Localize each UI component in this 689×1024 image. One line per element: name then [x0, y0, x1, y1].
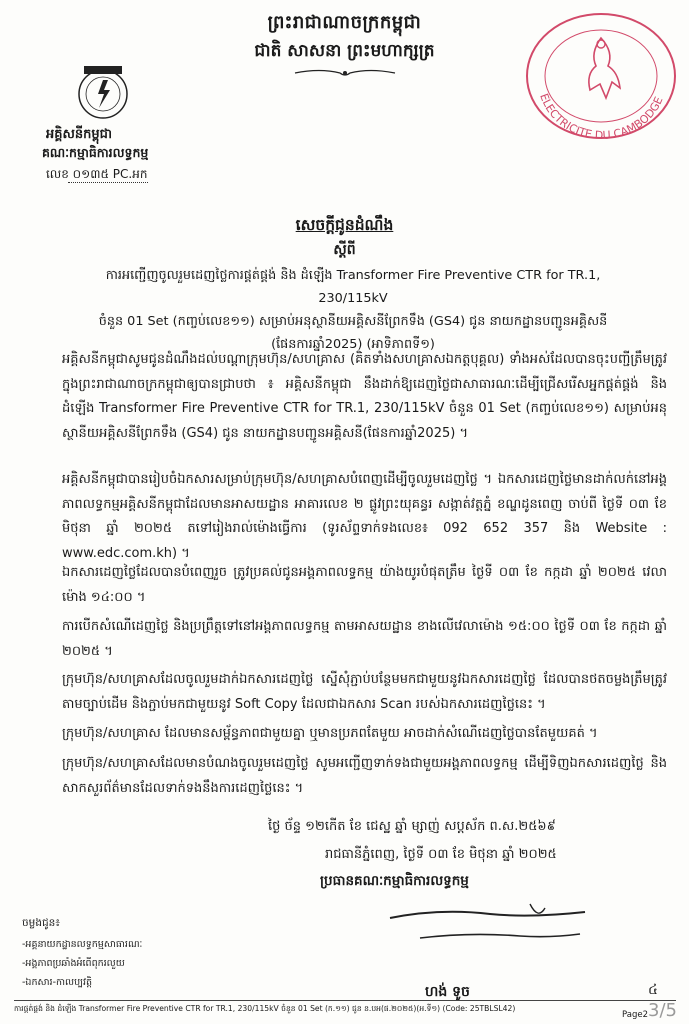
- cc-title: ចម្លងជូន៖: [22, 917, 60, 929]
- paragraph-2: អគ្គិសនីកម្ពុជាបានរៀបចំឯកសារសម្រាប់ក្រុមហ៊ុន/សហគ្រាសបំពេញដើម្បីចូលរួមដេញថ្លៃ ។ ឯកសារដេញថ្លៃមានដាក់លក់នៅអង្គភាពលទ្ធកម្មអគ្គិសនីកម្ពុជាដែលមានអាសយដ្ឋាន អាគារលេខ ២ ផ្លូវព្រះយុគន្ធរ សង្កាត់វត្តភ្នំ ខណ្ឌដូនពេញ ចាប់ពី ថ្ងៃទី ០៣ ខែ មិថុនា ឆ្នាំ ២០២៥ តទៅរៀងរាល់ម៉ោងធ្វើការ (ទូរស័ព្ទទាក់ទងលេខ៖ 092 652 357 និង Website : www.edc.com.kh) ។: [62, 472, 667, 561]
- footer-divider: [14, 1000, 676, 1001]
- signer-name: ហង់ ទូច: [425, 984, 470, 1000]
- signer-title: ប្រធានគណៈកម្មាធិការលទ្ធកម្ម: [320, 873, 469, 889]
- svg-text:ELECTRICITE DU CAMBODGE: ELECTRICITE DU CAMBODGE: [537, 91, 666, 140]
- handwritten-mark: ៤: [648, 982, 658, 998]
- ornament-divider: [290, 68, 400, 78]
- paragraph-5: ក្រុមហ៊ុន/សហគ្រាសដែលចូលរួមដាក់ឯកសារដេញថ្លៃ ស្នើសុំភ្ជាប់បន្ថែមមកជាមួយនូវឯកសារដេញថ្លៃ ដែលបានថតចម្លងត្រឹមត្រូវតាមច្បាប់ដើម និងភ្ជាប់មកជាមួយនូវ Soft Copy ដែលជាឯកសារ Scan របស់ឯកសារដេញថ្លៃនេះ ។: [62, 672, 667, 712]
- notice-title: សេចក្តីជូនដំណឹង: [295, 216, 394, 234]
- notice-subject: [78, 264, 628, 356]
- subject-line-2: ចំនួន 01 Set (កញ្ចប់លេខ១១) សម្រាប់អនុស្ថានីយអគ្គិសនីព្រែកទឹង (GS4) ជូន នាយកដ្ឋានបញ្ជូនអគ្គិសនី: [98, 314, 608, 329]
- lunar-date: ថ្ងៃ ច័ន្ទ ១២កើត ខែ ជេស្ឋ ឆ្នាំ ម្សាញ់ សប្តស័ក ព.ស.២៥៦៩: [268, 819, 556, 834]
- subject-line-3: (ផែនការឆ្នាំ2025) (អាទិភាពទី១): [271, 337, 435, 352]
- handwritten-signature: [380, 890, 600, 960]
- cc-item: -អគ្គនាយកដ្ឋានលទ្ធកម្មសាធារណៈ: [22, 939, 143, 950]
- edc-logo: [68, 64, 138, 120]
- solar-date: រាជធានីភ្នំពេញ, ថ្ងៃទី ០៣ ខែ មិថុនា ឆ្នាំ ២០២៥: [325, 847, 557, 862]
- paragraph-4: ការបើកសំណើដេញថ្លៃ និងប្រព្រឹត្តទៅនៅអង្គភាពលទ្ធកម្ម តាមអាសយដ្ឋាន ខាងលើវេលាម៉ោង ១៥:០០ ថ្ងៃទី ០៣ ខែ កក្កដា ឆ្នាំ ២០២៥ ។: [62, 619, 667, 659]
- organization-name: អគ្គិសនីកម្ពុជា: [46, 127, 113, 142]
- paragraph-7: ក្រុមហ៊ុន/សហគ្រាសដែលមានបំណងចូលរួមដេញថ្លៃ សូមអញ្ជើញទាក់ទងជាមួយអង្គភាពលទ្ធកម្ម ដើម្បីទិញឯកសារដេញថ្លៃ និងសាកសួរព័ត៌មានដែលទាក់ទងនឹងការដេញថ្លៃនេះ ។: [62, 756, 667, 796]
- paragraph-6: ក្រុមហ៊ុន/សហគ្រាស ដែលមានសម្ព័ន្ធភាពជាមួយគ្នា ឬមានប្រភពតែមួយ អាចដាក់សំណើដេញថ្លៃបានតែមួយគត់ ។: [62, 726, 598, 741]
- notice-about: ស្តីពី: [333, 242, 356, 258]
- page-number: Page2: [622, 1010, 648, 1020]
- paragraph-3: ឯកសារដេញថ្លៃដែលបានបំពេញរួច ត្រូវប្រគល់ជូនអង្គភាពលទ្ធកម្ម យ៉ាងយូរបំផុតត្រឹម ថ្ងៃទី ០៣ ខែ កក្កដា ឆ្នាំ ២០២៥ វេលាម៉ោង ១៤:០០ ។: [62, 565, 667, 605]
- reference-number: លេខ ០១៣៥ PC.អក: [46, 167, 148, 181]
- official-stamp: [520, 8, 682, 140]
- page-of-indicator: 3/5: [648, 1000, 677, 1021]
- procurement-committee: គណៈកម្មាធិការលទ្ធកម្ម: [42, 145, 149, 160]
- cc-item: -ឯកសារ-កាលប្បវត្តិ: [22, 977, 92, 988]
- paragraph-1: អគ្គិសនីកម្ពុជាសូមជូនដំណឹងដល់បណ្តាក្រុមហ៊ុន/សហគ្រាស (គិតទាំងសហគ្រាសឯកត្តបុគ្គល) ទាំងអស់ដែលបានចុះបញ្ជីត្រឹមត្រូវក្នុងព្រះរាជាណាចក្រកម្ពុជាឲ្យបានជ្រាបថា ៖ អគ្គិសនីកម្ពុជា នឹងដាក់ឱ្យដេញថ្លៃជាសាធារណៈដើម្បីជ្រើសរើសអ្នកផ្គត់ផ្គង់ និង ដំឡើង Transformer Fire Preventive CTR for TR.1, 230/115kV ចំនួន 01 Set (កញ្ចប់លេខ១១) សម្រាប់អនុស្ថានីយអគ្គិសនីព្រែកទឹង (GS4) ជូន នាយកដ្ឋានបញ្ជូនអគ្គិសនី(ផែនការឆ្នាំ2025) ។: [62, 352, 667, 441]
- subject-line-1: ការអញ្ជើញចូលរួមដេញថ្លៃការផ្គត់ផ្គង់ និង ដំឡើង Transformer Fire Preventive CTR for TR.1, 230/115kV: [105, 268, 601, 306]
- footer-text: ការផ្គត់ផ្គង់ និង ដំឡើង Transformer Fire Preventive CTR for TR.1, 230/115kV ចំនួន 01 Set (ក.១១) ជូន ន.បអ(ផ.២០២៥)(អ.ទី១) (Code: 25TBLSL42): [14, 1004, 516, 1013]
- kingdom-header: ព្រះរាជាណាចក្រកម្ពុជា: [267, 12, 422, 33]
- cc-item: -អង្គភាពប្រឆាំងអំពើពុករលួយ: [22, 958, 125, 969]
- national-motto: ជាតិ សាសនា ព្រះមហាក្សត្រ: [254, 41, 435, 61]
- ref-dotted-line: [68, 182, 148, 183]
